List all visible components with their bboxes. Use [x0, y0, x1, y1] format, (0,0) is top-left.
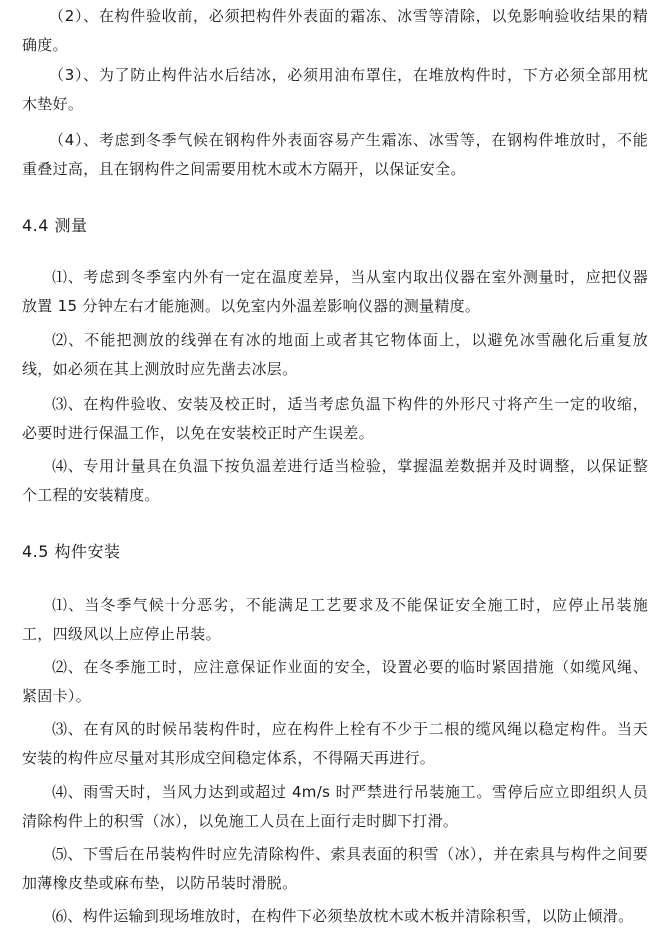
paragraph-4-5-6: ⑹、构件运输到现场堆放时，在构件下必须垫放枕木或木板并清除积雪，以防止倾滑。	[52, 907, 634, 925]
paragraph-4-5-4: ⑷、雨雪天时，当风力达到或超过 4m/s 时严禁进行吊装施工。雪停后应立即组织人员清除构件上的积雪（冰），以免施工人员在上面行走时脚下打滑。	[22, 783, 648, 830]
section-heading-4-5: 4.5 构件安装	[22, 542, 121, 561]
paragraph-4-5-2: ⑵、在冬季施工时，应注意保证作业面的安全，设置必要的临时紧固措施（如缆风绳、紧固卡）。	[22, 658, 648, 705]
paragraph-4-5-3: ⑶、在有风的时候吊装构件时，应在构件上栓有不少于二根的缆风绳以稳定构件。当天安装的构件应尽量对其形成空间稳定体系，不得隔天再进行。	[22, 720, 648, 767]
paragraph-4-3-4: （4）、考虑到冬季气候在钢构件外表面容易产生霜冻、冰雪等，在钢构件堆放时，不能重叠过高，且在钢构件之间需要用枕木或木方隔开，以保证安全。	[22, 131, 648, 178]
paragraph-4-3-3: （3）、为了防止构件沾水后结冰，必须用油布罩住，在堆放构件时，下方必须全部用枕木垫好。	[22, 66, 648, 113]
section-heading-4-4: 4.4 测量	[22, 216, 88, 235]
paragraph-4-4-2: ⑵、不能把测放的线弹在有冰的地面上或者其它物体面上，以避免冰雪融化后重复放线，如必须在其上测放时应先凿去冰层。	[22, 331, 648, 378]
paragraph-4-5-1: ⑴、当冬季气候十分恶劣，不能满足工艺要求及不能保证安全施工时，应停止吊装施工，四级风以上应停止吊装。	[22, 596, 648, 643]
paragraph-4-4-1: ⑴、考虑到冬季室内外有一定在温度差异，当从室内取出仪器在室外测量时，应把仪器放置 15 分钟左右才能施测。以免室内外温差影响仪器的测量精度。	[22, 268, 648, 315]
paragraph-4-5-5: ⑸、下雪后在吊装构件时应先清除构件、索具表面的积雪（冰），并在索具与构件之间要加薄橡皮垫或麻布垫，以防吊装时滑脱。	[22, 845, 648, 892]
paragraph-4-4-4: ⑷、专用计量具在负温下按负温差进行适当检验，掌握温差数据并及时调整，以保证整个工程的安装精度。	[22, 457, 648, 504]
paragraph-4-3-2: （2）、在构件验收前，必须把构件外表面的霜冻、冰雪等清除，以免影响验收结果的精确度。	[22, 7, 648, 54]
paragraph-4-4-3: ⑶、在构件验收、安装及校正时，适当考虑负温下构件的外形尺寸将产生一定的收缩，必要时进行保温工作，以免在安装校正时产生误差。	[22, 395, 648, 442]
